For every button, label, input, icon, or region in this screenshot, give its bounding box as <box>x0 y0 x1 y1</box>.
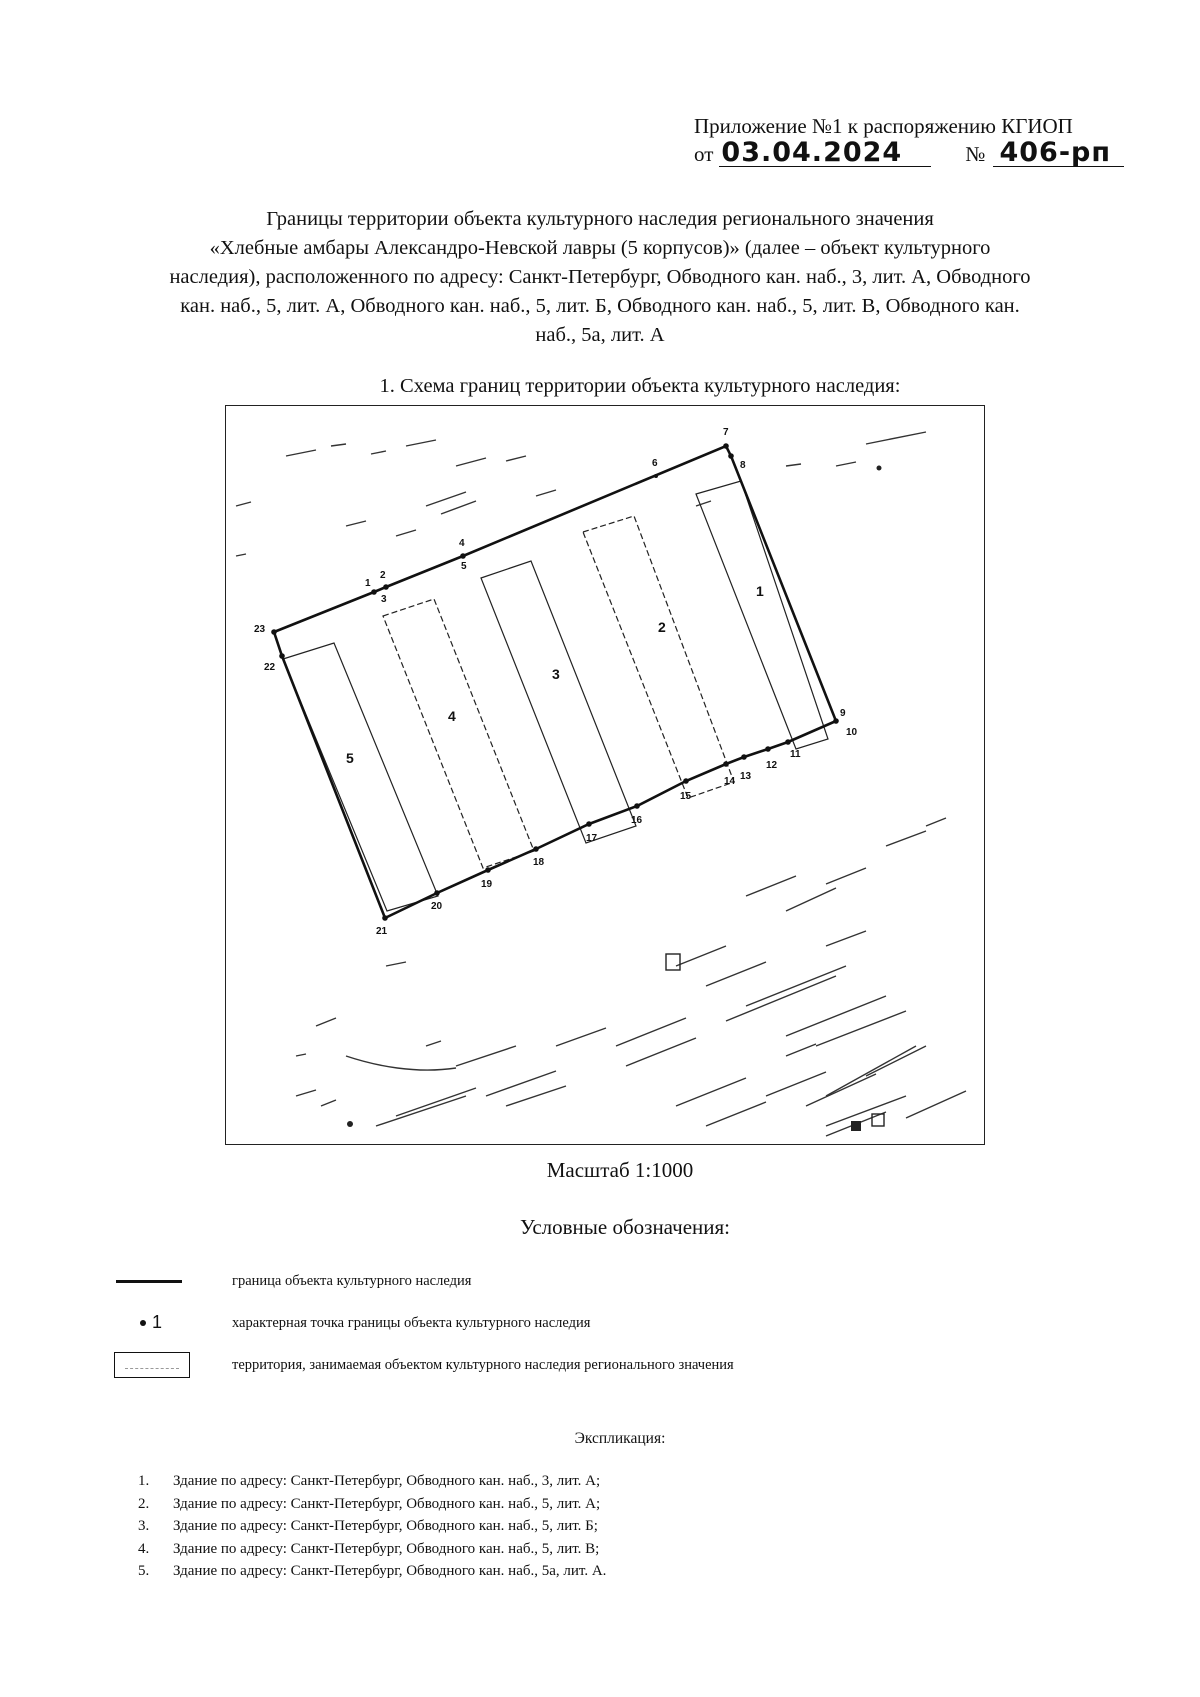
point-label: 16 <box>631 815 643 826</box>
handwritten-order-number: 406-рп <box>993 140 1124 167</box>
territory-area-symbol <box>110 1352 190 1378</box>
point-label: 20 <box>431 901 443 912</box>
scale-caption: Масштаб 1:1000 <box>546 1158 694 1182</box>
appendix-reference: Приложение №1 к распоряжению КГИОП <box>694 114 1073 138</box>
point-label: 19 <box>481 879 493 890</box>
building-label: 1 <box>756 583 764 599</box>
boundary-map <box>225 405 985 1145</box>
building-label: 3 <box>552 666 560 682</box>
map-background-streets <box>236 432 966 1136</box>
point-label: 6 <box>652 458 658 469</box>
point-label: 10 <box>846 727 858 738</box>
explication-item <box>138 1470 606 1493</box>
item-text: Здание по адресу: Санкт-Петербург, Обводного кан. наб., 3, лит. А; <box>173 1473 601 1489</box>
item-number: 3. <box>138 1518 150 1534</box>
explication-title: Экспликация: <box>574 1430 666 1447</box>
building-1 <box>696 481 828 749</box>
boundary-point-symbol <box>110 1310 190 1336</box>
appendix-header <box>694 112 1154 168</box>
building-4 <box>383 599 534 868</box>
building-2 <box>583 516 734 798</box>
item-text: Здание по адресу: Санкт-Петербург, Обводного кан. наб., 5а, лит. А. <box>173 1563 607 1579</box>
document-title <box>80 205 1120 350</box>
building-label: 4 <box>448 708 456 724</box>
item-text: Здание по адресу: Санкт-Петербург, Обводного кан. наб., 5, лит. В; <box>173 1540 600 1557</box>
title-line: Границы территории объекта культурного наследия регионального значения <box>266 208 934 230</box>
point-label: 17 <box>586 833 598 844</box>
legend-text: территория, занимаемая объектом культурного наследия регионального значения <box>232 1356 734 1373</box>
explication-list <box>138 1470 606 1583</box>
handwritten-date: 03.04.2024 <box>719 140 931 167</box>
explication-item <box>138 1493 606 1516</box>
point-label: 14 <box>724 776 736 787</box>
date-prefix: от <box>694 142 714 166</box>
title-line: наб., 5а, лит. А <box>535 324 665 346</box>
building-3 <box>481 561 636 843</box>
item-text: Здание по адресу: Санкт-Петербург, Обводного кан. наб., 5, лит. Б; <box>173 1518 598 1534</box>
point-label: 13 <box>740 771 752 782</box>
legend-item-boundary <box>110 1268 471 1294</box>
legend-text: характерная точка границы объекта культурного наследия <box>232 1314 591 1331</box>
buildings <box>283 481 828 911</box>
point-label: 8 <box>740 460 746 471</box>
item-number: 5. <box>138 1563 150 1579</box>
explication-item <box>138 1538 606 1561</box>
dot-icon <box>140 1320 146 1326</box>
scheme-heading: 1. Схема границ территории объекта культурного наследия: <box>379 375 901 397</box>
point-label: 1 <box>365 578 371 589</box>
item-number: 2. <box>138 1495 150 1512</box>
item-text: Здание по адресу: Санкт-Петербург, Обводного кан. наб., 5, лит. А; <box>173 1495 601 1512</box>
map-canvas <box>226 406 983 1143</box>
title-line: наследия), расположенного по адресу: Санкт-Петербург, Обводного кан. наб., 3, лит. А, Обводного <box>169 266 1031 288</box>
point-label: 9 <box>840 708 846 719</box>
boundary-line-symbol <box>110 1268 190 1294</box>
map-background-marks <box>347 466 884 1132</box>
building-label: 5 <box>346 750 354 766</box>
building-5 <box>283 643 438 911</box>
legend-item-point <box>110 1310 590 1336</box>
number-sign: № <box>965 142 986 166</box>
point-label: 18 <box>533 857 545 868</box>
item-number: 1. <box>138 1473 150 1489</box>
legend-title: Условные обозначения: <box>519 1215 731 1239</box>
appendix-date-number <box>694 137 1154 168</box>
building-labels <box>346 583 764 766</box>
point-label: 2 <box>380 570 386 581</box>
title-line: кан. наб., 5, лит. А, Обводного кан. наб., 5, лит. Б, Обводного кан. наб., 5, лит. В, Обводного кан. <box>180 295 1020 317</box>
item-number: 4. <box>138 1540 150 1557</box>
point-label: 15 <box>680 791 692 802</box>
explication-item <box>138 1515 606 1538</box>
explication-item <box>138 1560 606 1583</box>
point-label: 22 <box>264 662 276 673</box>
legend-item-territory <box>110 1352 734 1378</box>
point-label: 4 <box>459 538 465 549</box>
point-label: 11 <box>790 749 801 760</box>
point-label: 3 <box>381 594 387 605</box>
point-label: 12 <box>766 760 778 771</box>
heritage-boundary-line <box>274 446 836 918</box>
point-label: 21 <box>376 926 388 937</box>
point-label: 7 <box>723 427 729 438</box>
point-label: 5 <box>461 561 467 572</box>
building-label: 2 <box>658 619 666 635</box>
point-label: 23 <box>254 624 266 635</box>
title-line: «Хлебные амбары Александро-Невской лавры (5 корпусов)» (далее – объект культурного <box>209 237 991 259</box>
point-symbol-label: 1 <box>152 1312 163 1332</box>
legend-text: граница объекта культурного наследия <box>232 1272 472 1289</box>
boundary-point-labels <box>254 427 858 937</box>
